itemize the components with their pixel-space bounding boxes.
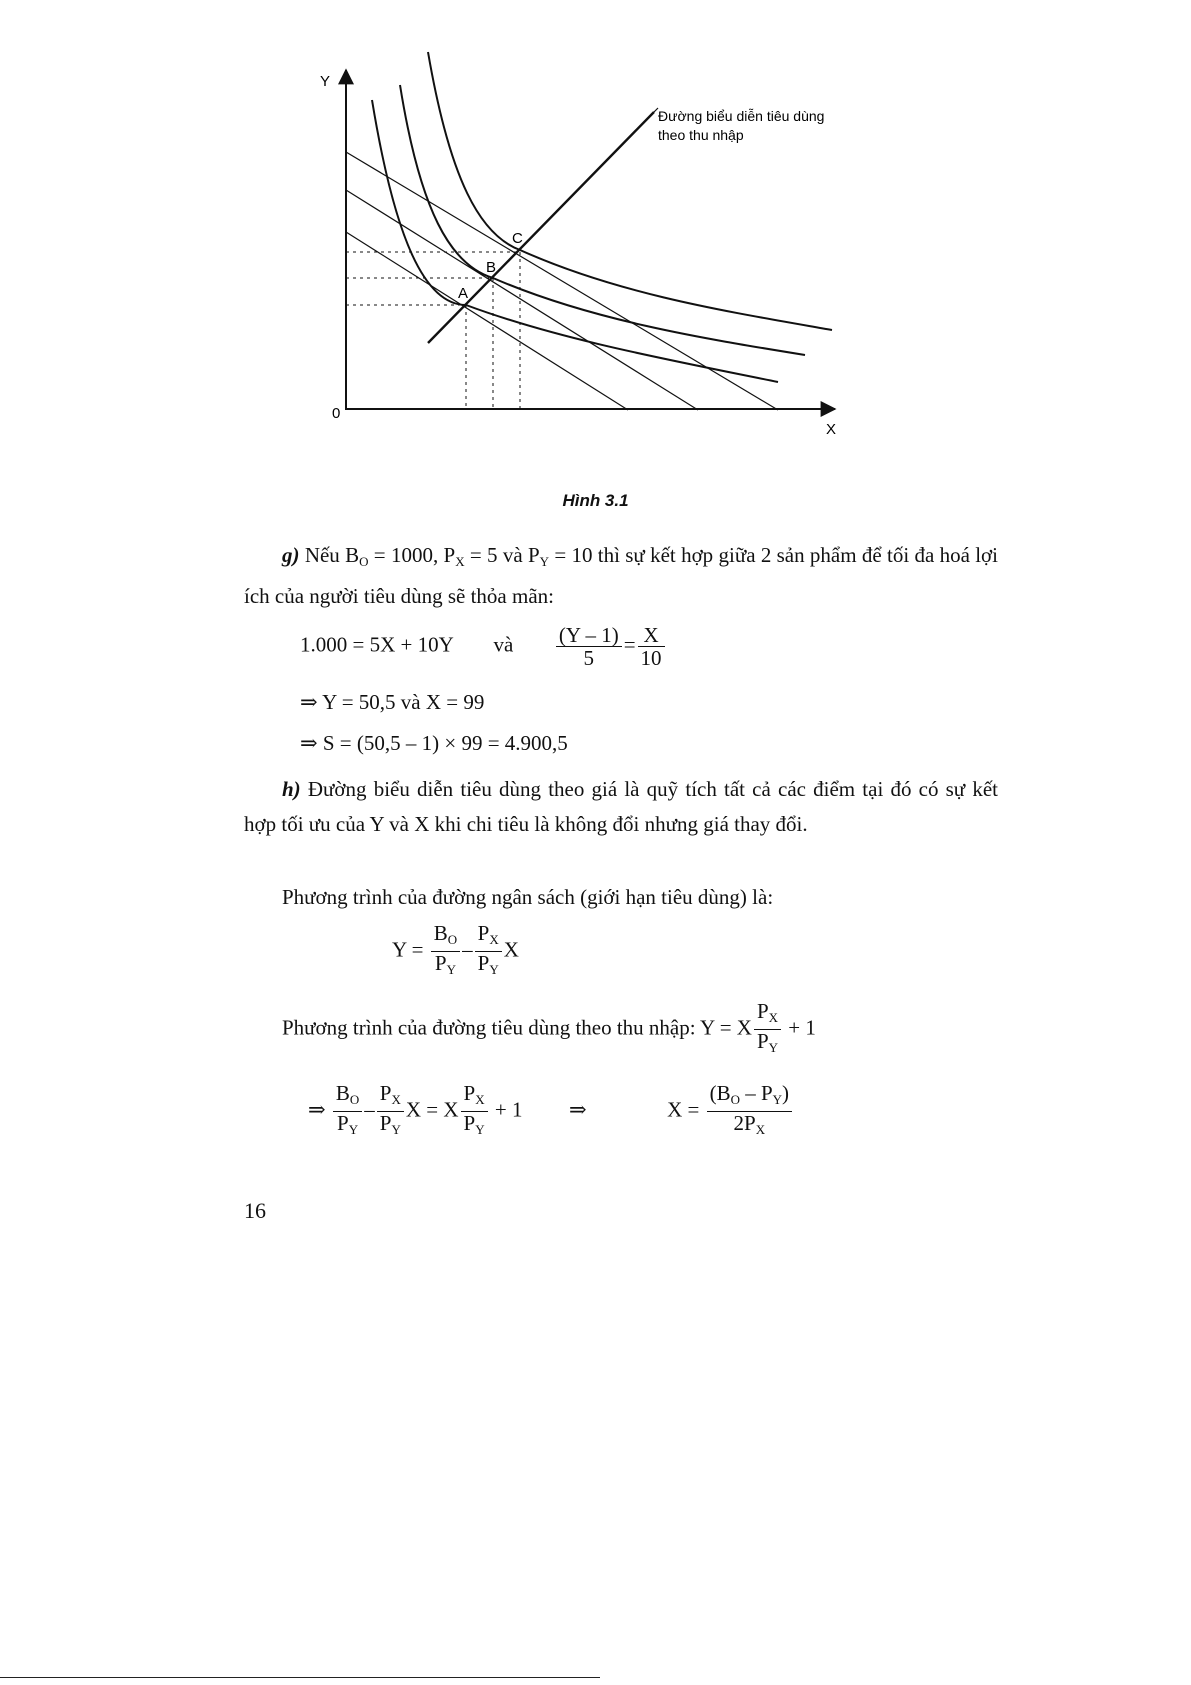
eq1-fraction-2 <box>638 624 665 669</box>
paragraph-h <box>244 772 998 842</box>
income-equation <box>282 1000 816 1059</box>
be-num-1: $B_O$ <box>431 922 460 952</box>
de-frac-4 <box>707 1082 792 1141</box>
g-text-4: = 10 thì sự kết hợp giữa 2 sản phẩm để tối đa hoá lợi ích của người tiêu dùng sẽ thỏa mãn: <box>244 543 998 608</box>
eq1-den-2: 10 <box>640 646 662 670</box>
annotation-line-1: Đường biểu diễn tiêu dùng <box>658 108 825 124</box>
g-text-2: = 1000, P <box>368 543 456 567</box>
be-num-2: $P_X$ <box>475 922 502 952</box>
eq1-fraction-1 <box>556 624 622 669</box>
equation-3: ⇒ S = (50,5 – 1) × 99 = 4.900,5 <box>300 731 568 755</box>
de-plus-one: + 1 <box>494 1097 523 1122</box>
de-num-3: $P_X$ <box>461 1082 488 1112</box>
ie-frac <box>754 1000 781 1059</box>
budget-line-2 <box>346 190 698 410</box>
be-den-1: $P_Y$ <box>434 951 456 977</box>
g-text-1: Nếu B <box>304 543 360 567</box>
point-label-b: B <box>486 259 497 276</box>
de-num-1: $B_O$ <box>333 1082 362 1112</box>
point-label-c: C <box>512 230 523 247</box>
ie-num: $P_X$ <box>754 1000 781 1030</box>
de-den-1: $P_Y$ <box>337 1111 359 1137</box>
de-den-3: $P_Y$ <box>463 1111 485 1137</box>
origin-label: 0 <box>332 405 341 422</box>
g-sub-o: O <box>359 554 369 569</box>
eq1-den-1: 5 <box>583 646 595 670</box>
be-y: Y = <box>392 937 424 962</box>
de-den-2: $P_Y$ <box>379 1111 401 1137</box>
g-sub-y: Y <box>539 554 550 569</box>
de-frac-1 <box>333 1082 362 1141</box>
income-consumption-line <box>428 112 654 343</box>
paragraph-g <box>244 538 998 614</box>
de-frac-3 <box>461 1082 488 1141</box>
budget-intro: Phương trình của đường ngân sách (giới hạn tiêu dùng) là: <box>282 885 774 909</box>
annotation-line-2: theo thu nhập <box>658 127 744 143</box>
h-text: Đường biểu diễn tiêu dùng theo giá là quỹ tích tất cả các điểm tại đó có sự kết hợp tối ưu của Y và X khi chi tiêu là không đổi nhưng giá thay đổi. <box>244 777 999 836</box>
ie-plus-one: + 1 <box>788 1015 816 1040</box>
de-den-4: $2P_X$ <box>733 1111 766 1137</box>
equation-2: ⇒ Y = 50,5 và X = 99 <box>300 690 485 714</box>
y-axis-label: Y <box>320 73 331 90</box>
income-intro: Phương trình của đường tiêu dùng theo thu nhập: Y = X <box>282 1015 752 1040</box>
figure-3-1 <box>300 40 940 470</box>
be-frac-2 <box>475 922 502 981</box>
ie-den: $P_Y$ <box>756 1029 779 1055</box>
de-arrow-2: ⇒ <box>568 1097 587 1122</box>
eq1-num-1: (Y – 1) <box>556 624 622 647</box>
g-text-3: = 5 và P <box>464 543 540 567</box>
page-number: 16 <box>244 1198 266 1223</box>
be-frac-1 <box>431 922 460 981</box>
budget-line-3 <box>346 152 778 410</box>
item-label-g: g) <box>282 543 300 567</box>
derivation-equation: ⇒ $\frac{B_O}{P_Y}$ – $\frac{P_X}{P_Y}$ X = X $\frac{P_X}{P_Y}$ + 1 ⇒ X = $\frac{(B_O - P_Y)}{2P_X}$ <box>308 1082 794 1141</box>
de-frac-2 <box>377 1082 404 1141</box>
eq1-num-2: X <box>638 624 665 647</box>
de-arrow-1: ⇒ <box>308 1097 326 1122</box>
eq1-left: 1.000 = 5X + 10Y <box>300 632 453 657</box>
item-label-h: h) <box>282 777 301 801</box>
eq1-and: và <box>493 632 514 657</box>
be-den-2: $P_Y$ <box>477 951 499 977</box>
g-sub-x: X <box>455 554 465 569</box>
footer-rule <box>0 1677 600 1678</box>
x-axis-label: X <box>826 421 837 438</box>
point-label-a: A <box>458 285 469 302</box>
figure-caption: Hình 3.1 <box>562 491 629 510</box>
equation-1 <box>300 624 667 669</box>
de-num-2: $P_X$ <box>377 1082 404 1112</box>
de-x: X = <box>667 1097 700 1122</box>
eq1-equals: = <box>623 632 636 657</box>
indifference-curve-3 <box>428 52 832 330</box>
budget-equation: Y = $\frac{B_O}{P_Y}$ – $\frac{P_X}{P_Y}$ X <box>392 922 519 981</box>
de-num-4: $(B_O - P_Y)$ <box>707 1082 792 1112</box>
